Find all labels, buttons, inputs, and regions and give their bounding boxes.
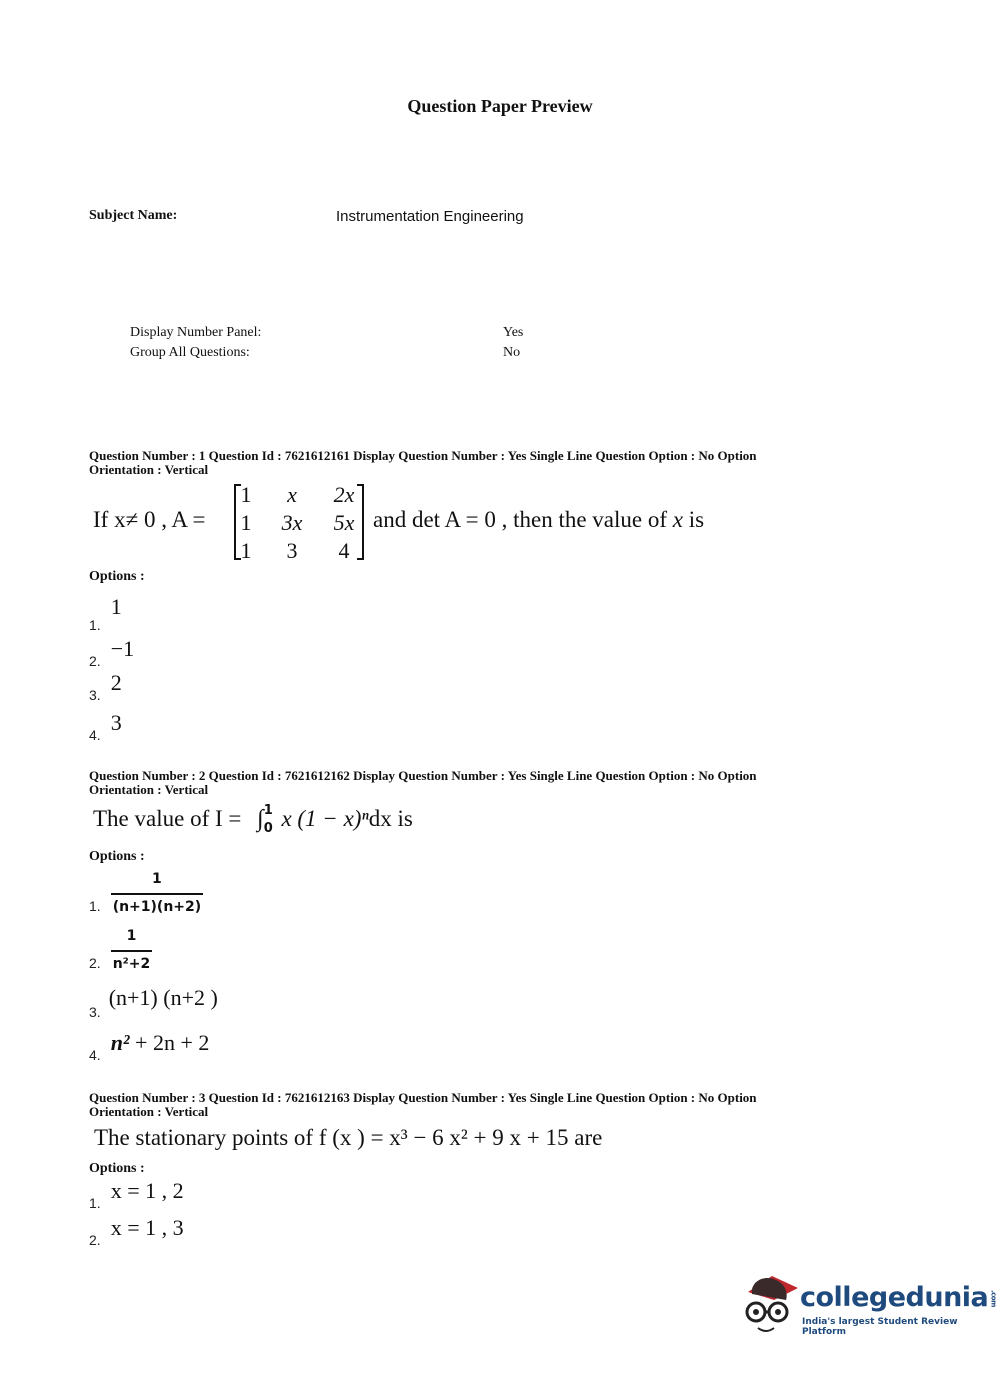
question-1-text-suffix	[373, 507, 704, 533]
option-number: 4.	[89, 1047, 101, 1063]
question-2-option-1[interactable]	[89, 871, 203, 915]
question-2-text-dx: dx is	[368, 806, 413, 831]
subject-value: Instrumentation Engineering	[336, 208, 524, 225]
brand-tagline: India's largest Student Review Platform	[802, 1317, 958, 1337]
integral-sign: ∫	[257, 806, 264, 832]
question-3-text: The stationary points of f (x ) = x³ − 6 x² + 9 x + 15 are	[94, 1125, 603, 1150]
question-3-meta	[89, 1091, 859, 1119]
option-number: 3.	[89, 687, 101, 703]
group-all-questions-value: No	[503, 345, 521, 360]
option-number: 1.	[89, 897, 101, 914]
question-2-meta-line2: Orientation : Vertical	[89, 782, 209, 797]
option-value-var: n²	[110, 1030, 130, 1055]
question-2-option-3[interactable]	[89, 985, 218, 1020]
question-1-option-1[interactable]	[89, 594, 122, 633]
option-value-rest: + 2n + 2	[129, 1030, 210, 1055]
display-number-panel-label: Display Number Panel:	[130, 325, 262, 340]
option-number: 1.	[89, 617, 101, 633]
fraction-denominator: (n+1)(n+2)	[111, 893, 203, 915]
question-1-option-2[interactable]	[89, 636, 135, 669]
question-2-option-4[interactable]	[89, 1030, 210, 1063]
option-value: x = 1 , 3	[110, 1215, 184, 1240]
group-all-questions-label: Group All Questions:	[130, 345, 250, 360]
question-1-text-prefix: If x≠ 0 , A =	[93, 507, 206, 532]
question-2-option-2[interactable]	[89, 928, 152, 972]
option-number: 1.	[89, 1195, 101, 1211]
question-1-meta-line2: Orientation : Vertical	[89, 462, 209, 477]
brand-name: collegedunia.com	[800, 1282, 998, 1313]
question-1-text-suffix-b: is	[688, 507, 705, 532]
fraction-numerator: 1	[152, 871, 162, 887]
question-1-option-4[interactable]	[89, 710, 122, 743]
option-value: −1	[110, 636, 135, 661]
page-title: Question Paper Preview	[407, 96, 593, 116]
question-3-meta-line2: Orientation : Vertical	[89, 1104, 209, 1119]
question-2-text-prefix: The value of I =	[93, 806, 242, 831]
integral-lower-limit: 0	[263, 820, 273, 836]
matrix-cell: 1	[240, 510, 252, 535]
option-value: 2	[110, 670, 122, 695]
brand-suffix: .com	[989, 1290, 998, 1307]
question-1-option-3[interactable]	[89, 670, 122, 703]
integral-limits	[263, 802, 276, 836]
option-value: 3	[110, 710, 122, 735]
option-number: 4.	[89, 727, 101, 743]
question-2-options-label: Options :	[89, 849, 145, 864]
matrix-cell: 3	[286, 538, 298, 563]
question-1-meta	[89, 449, 859, 477]
question-2-text	[93, 802, 413, 836]
option-number: 2.	[89, 954, 101, 971]
option-number: 2.	[89, 1232, 101, 1248]
matrix-cell: x	[287, 482, 297, 507]
mascot-icon	[742, 1270, 802, 1340]
matrix-cell: 1	[240, 538, 252, 563]
subject-label: Subject Name:	[89, 208, 178, 223]
matrix-cell: 3x	[281, 510, 303, 535]
question-1-text-suffix-a: and det A = 0 , then the value of	[373, 507, 668, 532]
matrix-cell: 5x	[333, 510, 355, 535]
matrix-cell: 4	[338, 538, 350, 563]
option-number: 2.	[89, 653, 101, 669]
matrix-cell: 2x	[333, 482, 355, 507]
option-value: 1	[110, 594, 122, 619]
option-fraction	[111, 871, 203, 915]
question-3-options-label: Options :	[89, 1161, 145, 1176]
matrix-cell: 1	[240, 482, 252, 507]
option-fraction	[111, 928, 153, 972]
question-3-option-1[interactable]	[89, 1178, 184, 1211]
option-number: 3.	[89, 1004, 101, 1020]
fraction-numerator: 1	[126, 928, 137, 944]
question-1-text-var: x	[672, 507, 683, 532]
option-value: (n+1) (n+2 )	[108, 985, 218, 1010]
question-3-option-2[interactable]	[89, 1215, 184, 1248]
integral-upper-limit: 1	[263, 802, 273, 818]
fraction-denominator: n²+2	[111, 950, 153, 972]
question-2-integrand: x (1 − x)ⁿ	[281, 806, 369, 831]
question-2-meta	[89, 769, 859, 797]
question-1-matrix	[234, 482, 364, 563]
question-1-options-label: Options :	[89, 569, 145, 584]
question-3-meta-line1: Question Number : 3 Question Id : 7621612163 Display Question Number : Yes Single Line Question Option : No Option	[89, 1090, 757, 1105]
question-2-meta-line1: Question Number : 2 Question Id : 7621612162 Display Question Number : Yes Single Line Question Option : No Option	[89, 768, 757, 783]
display-number-panel-value: Yes	[503, 325, 524, 340]
option-value: x = 1 , 2	[110, 1178, 184, 1203]
question-1-meta-line1: Question Number : 1 Question Id : 7621612161 Display Question Number : Yes Single Line Question Option : No Option	[89, 448, 757, 463]
